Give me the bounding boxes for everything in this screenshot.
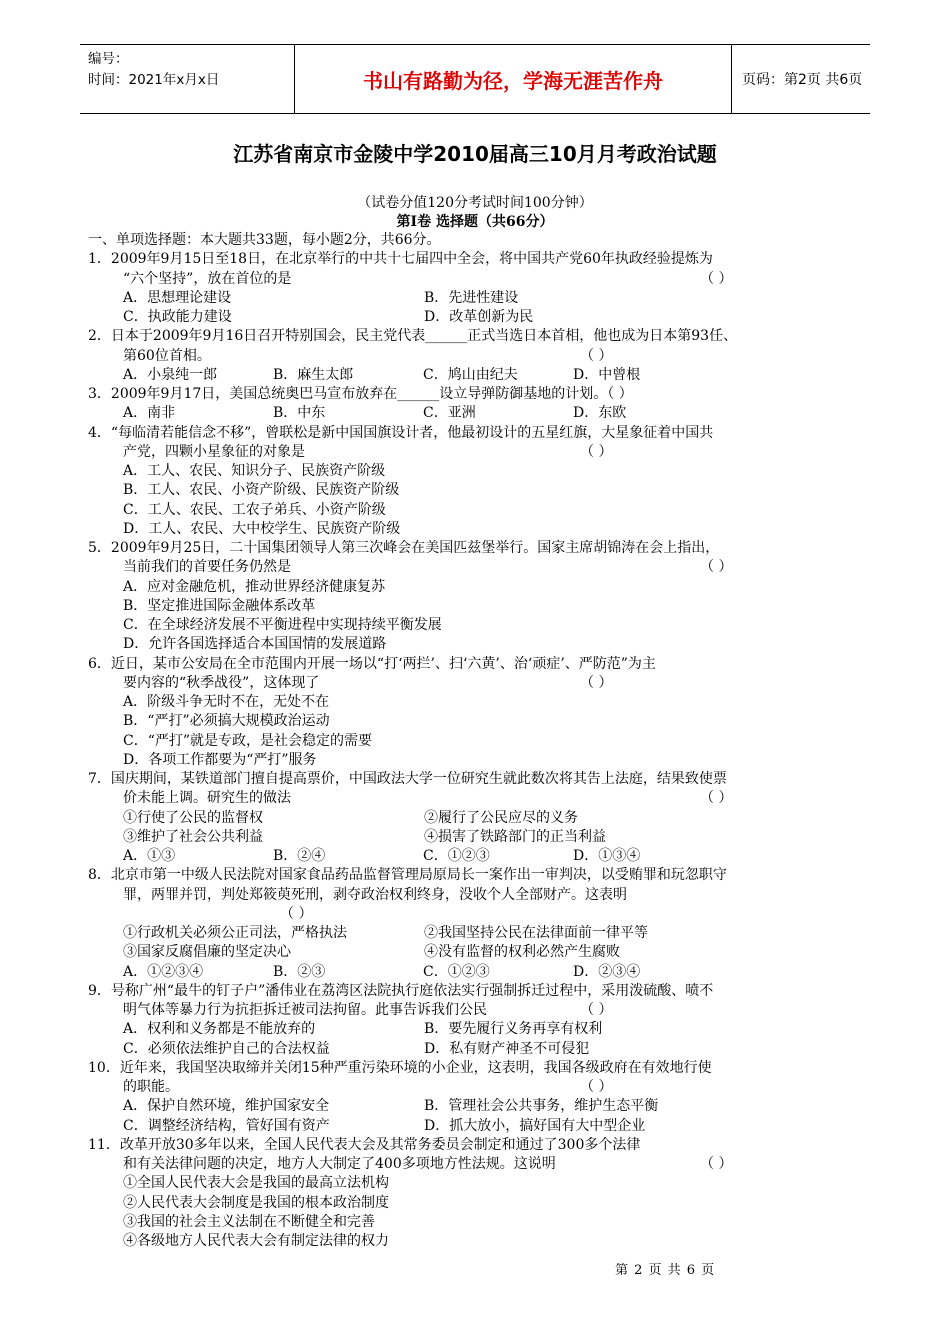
question-list <box>88 231 878 1251</box>
section-heading: 一、单项选择题：本大题共33题，每小题2分，共66分。 <box>88 232 441 248</box>
option-line: A．阶级斗争无时不在，无处不在 <box>123 694 330 710</box>
option-row: A．保护自然环境，维护国家安全 B．管理社会公共事务，维护生态平衡 <box>123 1098 659 1115</box>
answer-bracket: （ ） <box>280 905 313 922</box>
option-row: ①行使了公民的监督权 ②履行了公民应尽的义务 <box>123 809 578 826</box>
answer-bracket: （ ） <box>580 347 613 364</box>
option-line: B．“严打”必须搞大规模政治运动 <box>123 713 330 730</box>
answer-bracket-line <box>88 905 878 924</box>
option-row: A．思想理论建设 B．先进性建设 <box>123 289 519 306</box>
question-stem: 1．2009年9月15日至18日，在北京举行的中共十七届四中全会，将中国共产党60年执政经验提炼为 <box>88 251 713 268</box>
option-row: ③维护了社会公共利益 ④损害了铁路部门的正当利益 <box>123 828 606 845</box>
choice-row: A．①②③④ B．②③ C．①②③ D．②③④ <box>123 963 641 980</box>
option-line: C．“严打”就是专政，是社会稳定的需要 <box>123 732 373 749</box>
question-stem: 明气体等暴力行为抗拒拆迁被司法拘留。此事告诉我们公民 （ ） <box>88 1001 878 1020</box>
option-line: D．工人、农民、大中校学生、民族资产阶级 <box>123 520 401 537</box>
question-stem: 4．“每临清若能信念不移”，曾联松是新中国国旗设计者，他最初设计的五星红旗，大星象征着中国共 <box>88 424 714 441</box>
exam-title: 江苏省南京市金陵中学2010届高三10月月考政治试题 <box>233 142 717 166</box>
answer-bracket: （ ） <box>580 1002 613 1018</box>
option-line: ②人民代表大会制度是我国的根本政治制度 <box>123 1194 389 1211</box>
option-row: ①行政机关必须公正司法，严格执法 ②我国坚持公民在法律面前一律平等 <box>123 925 648 941</box>
header-meta <box>88 49 288 91</box>
question-stem: 8．北京市第一中级人民法院对国家食品药品监督管理局原局长一案作出一审判决，以受贿罪和玩忽职守 <box>88 867 727 884</box>
option-row: A．权利和义务都是不能放弃的 B．要先履行义务再享有权利 <box>123 1021 603 1038</box>
option-line: A．应对金融危机，推动世界经济健康复苏 <box>123 578 386 595</box>
answer-bracket: （ ） <box>580 1079 613 1095</box>
answer-bracket: （ ） <box>700 270 733 287</box>
page-header <box>80 44 870 114</box>
question-stem: 3．2009年9月17日，美国总统奥巴马宣布放弃在______设立导弹防御基地的计划。（ ） <box>88 386 633 402</box>
question-stem: 当前我们的首要任务仍然是 （ ） <box>88 558 878 577</box>
question-stem: 要内容的“秋季战役”，这体现了 （ ） <box>88 674 878 693</box>
question-stem: 第60位首相。 （ ） <box>88 347 878 366</box>
answer-bracket: （ ） <box>700 1156 733 1172</box>
question-stem: 2．日本于2009年9月16日召开特别国会，民主党代表______正式当选日本首相，他也成为日本第93任、 <box>88 328 738 345</box>
option-line: ①全国人民代表大会是我国的最高立法机构 <box>123 1175 389 1192</box>
option-line: D．各项工作都要为“严打”服务 <box>123 751 317 768</box>
question-stem: 6．近日，某市公安局在全市范围内开展一场以“打‘两拦’、扫‘六黄’、治‘顽症’、严防范”为主 <box>88 655 656 672</box>
question-stem: “六个坚持”，放在首位的是 （ ） <box>88 270 878 289</box>
option-line: ③我国的社会主义法制在不断健全和完善 <box>123 1213 375 1230</box>
option-row: C．必须依法维护自己的合法权益 D．私有财产神圣不可侵犯 <box>123 1040 590 1057</box>
option-line: B．坚定推进国际金融体系改革 <box>123 597 316 614</box>
question-stem: 9．号称广州“最牛的钉子户”潘伟业在荔湾区法院执行庭依法实行强制拆迁过程中，采用泼硫酸、喷不 <box>88 982 714 999</box>
exam-info: （试卷分值120分考试时间100分钟） <box>357 195 593 211</box>
question-stem: 11．改革开放30多年以来，全国人民代表大会及其常务委员会制定和通过了300多个法律 <box>88 1136 641 1153</box>
answer-bracket: （ ） <box>700 790 733 807</box>
choice-row: A．①③ B．②④ C．①②③ D．①③④ <box>123 848 641 864</box>
header-page-info: 页码：第2页 共6页 <box>742 72 863 88</box>
question-stem: 罪，两罪并罚，判处郑筱萸死刑，剥夺政治权利终身，没收个人全部财产。这表明 <box>123 886 627 903</box>
question-stem: 产党，四颗小星象征的对象是 （ ） <box>88 443 878 462</box>
option-row: A．南非 B．中东 C．亚洲 D．东欧 <box>123 405 627 422</box>
question-stem: 10．近年来，我国坚决取缔并关闭15种严重污染环境的小企业，这表明，我国各级政府在有效地行使 <box>88 1059 712 1076</box>
answer-bracket: （ ） <box>580 674 613 691</box>
question-stem: 价未能上调。研究生的做法 （ ） <box>88 789 878 808</box>
question-stem: 7．国庆期间，某铁道部门擅自提高票价，中国政法大学一位研究生就此数次将其告上法庭，结果致使票 <box>88 771 727 787</box>
option-line: C．工人、农民、工农子弟兵、小资产阶级 <box>123 501 386 518</box>
option-line: C．在全球经济发展不平衡进程中实现持续平衡发展 <box>123 617 442 633</box>
option-line: B．工人、农民、小资产阶级、民族资产阶级 <box>123 482 400 499</box>
question-stem: 5．2009年9月25日，二十国集团领导人第三次峰会在美国匹兹堡举行。国家主席胡锦涛在会上指出， <box>88 540 720 556</box>
option-row: A．小泉纯一郎 B．麻生太郎 C．鸠山由纪夫 D．中曾根 <box>123 366 641 383</box>
option-row: C．调整经济结构，管好国有资产 D．抓大放小，搞好国有大中型企业 <box>123 1117 646 1134</box>
option-line: ④各级地方人民代表大会有制定法律的权力 <box>123 1233 389 1249</box>
header-motto: 书山有路勤为径，学海无涯苦作舟 <box>294 45 732 113</box>
question-stem: 和有关法律问题的决定，地方人大制定了400多项地方性法规。这说明 （ ） <box>88 1155 878 1174</box>
option-row: ③国家反腐倡廉的坚定决心 ④没有监督的权利必然产生腐败 <box>123 944 620 961</box>
time-label: 时间：2021年x月x日 <box>88 72 220 88</box>
option-line: D．允许各国选择适合本国国情的发展道路 <box>123 636 387 653</box>
code-label: 编号： <box>88 51 129 67</box>
question-stem: 的职能。 （ ） <box>88 1078 878 1097</box>
answer-bracket: （ ） <box>580 443 613 460</box>
option-row: C．执政能力建设 D．改革创新为民 <box>123 309 534 325</box>
option-line: A．工人、农民、知识分子、民族资产阶级 <box>123 463 386 479</box>
part-title: 第Ⅰ卷 选择题（共66分） <box>396 214 554 230</box>
answer-bracket: （ ） <box>700 559 733 576</box>
page-footer: 第 2 页 共 6 页 <box>615 1263 716 1278</box>
